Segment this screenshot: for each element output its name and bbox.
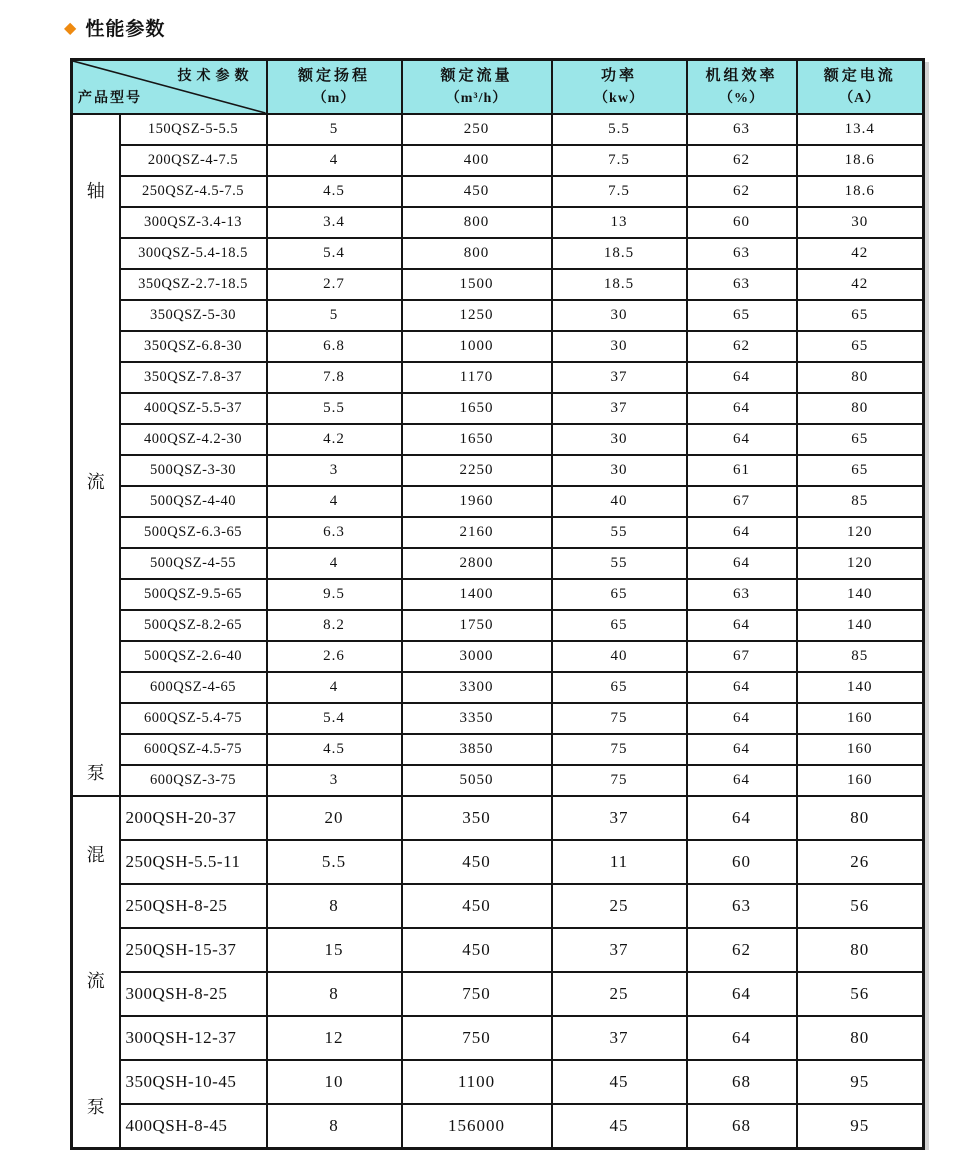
current-cell: 13.4: [797, 114, 924, 145]
efficiency-cell: 62: [687, 145, 797, 176]
head-cell: 5.4: [267, 703, 402, 734]
table-row: [72, 1016, 924, 1060]
efficiency-cell: 65: [687, 300, 797, 331]
efficiency-cell: 64: [687, 548, 797, 579]
section-title: [64, 14, 165, 41]
power-cell: 40: [552, 641, 687, 672]
efficiency-cell: 68: [687, 1060, 797, 1104]
current-cell: 120: [797, 517, 924, 548]
group-char: 泵: [86, 1097, 105, 1117]
group-label-qsh: [72, 796, 120, 1149]
power-cell: 25: [552, 884, 687, 928]
current-cell: 56: [797, 884, 924, 928]
current-cell: 85: [797, 486, 924, 517]
table-row: [72, 734, 924, 765]
table-row: [72, 145, 924, 176]
power-cell: 37: [552, 1016, 687, 1060]
head-cell: 8: [267, 972, 402, 1016]
flow-cell: 3350: [402, 703, 552, 734]
table-row: [72, 884, 924, 928]
head-cell: 8.2: [267, 610, 402, 641]
efficiency-cell: 63: [687, 238, 797, 269]
table-row: [72, 393, 924, 424]
current-cell: 18.6: [797, 176, 924, 207]
flow-cell: 1170: [402, 362, 552, 393]
group-char: 混: [86, 845, 105, 865]
group-char: 流: [86, 472, 105, 492]
head-cell: 5: [267, 114, 402, 145]
head-cell: 2.6: [267, 641, 402, 672]
model-cell: 250QSH-5.5-11: [120, 840, 267, 884]
current-cell: 95: [797, 1060, 924, 1104]
table-row: [72, 579, 924, 610]
table-row: [72, 610, 924, 641]
model-cell: 250QSZ-4.5-7.5: [120, 176, 267, 207]
diamond-icon: ◆: [64, 19, 77, 37]
table-row: [72, 840, 924, 884]
head-cell: 6.3: [267, 517, 402, 548]
power-cell: 25: [552, 972, 687, 1016]
model-cell: 300QSZ-3.4-13: [120, 207, 267, 238]
table-row: [72, 362, 924, 393]
efficiency-cell: 62: [687, 331, 797, 362]
col-header-unit-efficiency: [687, 60, 797, 115]
table-row: [72, 796, 924, 840]
power-cell: 5.5: [552, 114, 687, 145]
head-cell: 4.5: [267, 734, 402, 765]
flow-cell: 1650: [402, 424, 552, 455]
table-row: [72, 765, 924, 796]
flow-cell: 1250: [402, 300, 552, 331]
power-cell: 40: [552, 486, 687, 517]
head-cell: 7.8: [267, 362, 402, 393]
col-header-label: 功率: [600, 68, 637, 85]
model-cell: 300QSH-12-37: [120, 1016, 267, 1060]
current-cell: 160: [797, 765, 924, 796]
model-cell: 500QSZ-3-30: [120, 455, 267, 486]
efficiency-cell: 60: [687, 207, 797, 238]
model-cell: 500QSZ-4-55: [120, 548, 267, 579]
current-cell: 80: [797, 928, 924, 972]
model-cell: 350QSZ-7.8-37: [120, 362, 267, 393]
model-cell: 200QSH-20-37: [120, 796, 267, 840]
head-cell: 3.4: [267, 207, 402, 238]
power-cell: 7.5: [552, 145, 687, 176]
col-header-unit: （A）: [839, 90, 881, 106]
efficiency-cell: 67: [687, 641, 797, 672]
power-cell: 75: [552, 734, 687, 765]
flow-cell: 1400: [402, 579, 552, 610]
table-row: [72, 703, 924, 734]
efficiency-cell: 64: [687, 610, 797, 641]
table-row: [72, 300, 924, 331]
head-cell: 3: [267, 455, 402, 486]
group-label-qsz: [72, 114, 120, 796]
flow-cell: 450: [402, 840, 552, 884]
flow-cell: 5050: [402, 765, 552, 796]
power-cell: 30: [552, 300, 687, 331]
current-cell: 140: [797, 579, 924, 610]
model-cell: 600QSZ-3-75: [120, 765, 267, 796]
model-cell: 500QSZ-8.2-65: [120, 610, 267, 641]
current-cell: 65: [797, 300, 924, 331]
corner-label-product-model: 产品型号: [78, 91, 142, 106]
model-cell: 400QSZ-5.5-37: [120, 393, 267, 424]
head-cell: 5.4: [267, 238, 402, 269]
model-cell: 400QSH-8-45: [120, 1104, 267, 1149]
current-cell: 30: [797, 207, 924, 238]
table-row: [72, 455, 924, 486]
flow-cell: 800: [402, 207, 552, 238]
flow-cell: 2160: [402, 517, 552, 548]
model-cell: 200QSZ-4-7.5: [120, 145, 267, 176]
model-cell: 500QSZ-6.3-65: [120, 517, 267, 548]
current-cell: 42: [797, 269, 924, 300]
flow-cell: 3850: [402, 734, 552, 765]
table-row: [72, 176, 924, 207]
head-cell: 4.2: [267, 424, 402, 455]
power-cell: 65: [552, 610, 687, 641]
head-cell: 4: [267, 672, 402, 703]
model-cell: 600QSZ-4-65: [120, 672, 267, 703]
head-cell: 8: [267, 1104, 402, 1149]
col-header-label: 额定流量: [440, 68, 513, 85]
current-cell: 18.6: [797, 145, 924, 176]
flow-cell: 1000: [402, 331, 552, 362]
efficiency-cell: 68: [687, 1104, 797, 1149]
head-cell: 15: [267, 928, 402, 972]
efficiency-cell: 64: [687, 672, 797, 703]
efficiency-cell: 64: [687, 765, 797, 796]
current-cell: 56: [797, 972, 924, 1016]
flow-cell: 350: [402, 796, 552, 840]
model-cell: 350QSZ-6.8-30: [120, 331, 267, 362]
model-cell: 350QSZ-2.7-18.5: [120, 269, 267, 300]
current-cell: 65: [797, 455, 924, 486]
efficiency-cell: 64: [687, 1016, 797, 1060]
power-cell: 37: [552, 362, 687, 393]
current-cell: 160: [797, 703, 924, 734]
flow-cell: 156000: [402, 1104, 552, 1149]
flow-cell: 3300: [402, 672, 552, 703]
head-cell: 5: [267, 300, 402, 331]
efficiency-cell: 64: [687, 972, 797, 1016]
current-cell: 120: [797, 548, 924, 579]
efficiency-cell: 64: [687, 517, 797, 548]
head-cell: 6.8: [267, 331, 402, 362]
flow-cell: 750: [402, 1016, 552, 1060]
flow-cell: 750: [402, 972, 552, 1016]
header-row: [72, 60, 924, 115]
performance-spec-table: [70, 58, 925, 1150]
model-cell: 500QSZ-4-40: [120, 486, 267, 517]
model-cell: 150QSZ-5-5.5: [120, 114, 267, 145]
table-row: [72, 424, 924, 455]
efficiency-cell: 61: [687, 455, 797, 486]
flow-cell: 450: [402, 928, 552, 972]
model-cell: 400QSZ-4.2-30: [120, 424, 267, 455]
col-header-rated-current: [797, 60, 924, 115]
model-cell: 300QSH-8-25: [120, 972, 267, 1016]
current-cell: 65: [797, 331, 924, 362]
col-header-unit: （%）: [719, 90, 764, 106]
model-cell: 250QSH-15-37: [120, 928, 267, 972]
current-cell: 80: [797, 362, 924, 393]
col-header-unit: （m）: [312, 90, 356, 106]
group-char: 泵: [86, 763, 105, 783]
flow-cell: 2800: [402, 548, 552, 579]
model-cell: 600QSZ-4.5-75: [120, 734, 267, 765]
col-header-label: 额定扬程: [297, 68, 370, 85]
efficiency-cell: 64: [687, 734, 797, 765]
power-cell: 37: [552, 393, 687, 424]
head-cell: 9.5: [267, 579, 402, 610]
power-cell: 13: [552, 207, 687, 238]
power-cell: 45: [552, 1060, 687, 1104]
head-cell: 2.7: [267, 269, 402, 300]
flow-cell: 450: [402, 176, 552, 207]
table-row: [72, 548, 924, 579]
col-header-unit: （kw）: [594, 90, 644, 106]
current-cell: 80: [797, 393, 924, 424]
efficiency-cell: 62: [687, 928, 797, 972]
table-row: [72, 331, 924, 362]
head-cell: 20: [267, 796, 402, 840]
flow-cell: 250: [402, 114, 552, 145]
power-cell: 75: [552, 703, 687, 734]
efficiency-cell: 63: [687, 884, 797, 928]
power-cell: 18.5: [552, 238, 687, 269]
flow-cell: 400: [402, 145, 552, 176]
current-cell: 65: [797, 424, 924, 455]
table-row: [72, 972, 924, 1016]
col-header-label: 额定电流: [823, 68, 896, 85]
head-cell: 4: [267, 486, 402, 517]
efficiency-cell: 67: [687, 486, 797, 517]
head-cell: 12: [267, 1016, 402, 1060]
page-title: 性能参数: [85, 19, 166, 40]
table-row: [72, 207, 924, 238]
table-row: [72, 517, 924, 548]
flow-cell: 3000: [402, 641, 552, 672]
efficiency-cell: 62: [687, 176, 797, 207]
power-cell: 18.5: [552, 269, 687, 300]
table-row: [72, 238, 924, 269]
group-char: 轴: [86, 181, 105, 201]
efficiency-cell: 63: [687, 114, 797, 145]
power-cell: 65: [552, 672, 687, 703]
table-row: [72, 1060, 924, 1104]
flow-cell: 2250: [402, 455, 552, 486]
col-header-power: [552, 60, 687, 115]
head-cell: 5.5: [267, 393, 402, 424]
col-header-rated-head: [267, 60, 402, 115]
head-cell: 5.5: [267, 840, 402, 884]
table-row: [72, 1104, 924, 1149]
current-cell: 26: [797, 840, 924, 884]
flow-cell: 1650: [402, 393, 552, 424]
power-cell: 30: [552, 455, 687, 486]
power-cell: 75: [552, 765, 687, 796]
corner-label-tech-params: 技术参数: [177, 69, 254, 84]
current-cell: 80: [797, 796, 924, 840]
power-cell: 65: [552, 579, 687, 610]
table-row: [72, 269, 924, 300]
power-cell: 55: [552, 517, 687, 548]
model-cell: 300QSZ-5.4-18.5: [120, 238, 267, 269]
model-cell: 500QSZ-9.5-65: [120, 579, 267, 610]
efficiency-cell: 64: [687, 362, 797, 393]
efficiency-cell: 64: [687, 796, 797, 840]
efficiency-cell: 63: [687, 579, 797, 610]
flow-cell: 1100: [402, 1060, 552, 1104]
table-row: [72, 928, 924, 972]
head-cell: 8: [267, 884, 402, 928]
model-cell: 250QSH-8-25: [120, 884, 267, 928]
head-cell: 4: [267, 548, 402, 579]
flow-cell: 1960: [402, 486, 552, 517]
flow-cell: 800: [402, 238, 552, 269]
head-cell: 10: [267, 1060, 402, 1104]
power-cell: 37: [552, 928, 687, 972]
col-header-rated-flow: [402, 60, 552, 115]
table-row: [72, 114, 924, 145]
current-cell: 160: [797, 734, 924, 765]
current-cell: 140: [797, 610, 924, 641]
power-cell: 45: [552, 1104, 687, 1149]
power-cell: 55: [552, 548, 687, 579]
flow-cell: 450: [402, 884, 552, 928]
current-cell: 85: [797, 641, 924, 672]
flow-cell: 1500: [402, 269, 552, 300]
flow-cell: 1750: [402, 610, 552, 641]
current-cell: 80: [797, 1016, 924, 1060]
model-cell: 350QSH-10-45: [120, 1060, 267, 1104]
power-cell: 30: [552, 424, 687, 455]
model-cell: 500QSZ-2.6-40: [120, 641, 267, 672]
corner-header-cell: [72, 60, 267, 115]
power-cell: 11: [552, 840, 687, 884]
table-row: [72, 486, 924, 517]
head-cell: 4.5: [267, 176, 402, 207]
head-cell: 4: [267, 145, 402, 176]
model-cell: 350QSZ-5-30: [120, 300, 267, 331]
head-cell: 3: [267, 765, 402, 796]
col-header-label: 机组效率: [705, 68, 778, 85]
power-cell: 37: [552, 796, 687, 840]
col-header-unit: （m³/h）: [445, 90, 508, 106]
efficiency-cell: 63: [687, 269, 797, 300]
efficiency-cell: 60: [687, 840, 797, 884]
efficiency-cell: 64: [687, 703, 797, 734]
efficiency-cell: 64: [687, 393, 797, 424]
current-cell: 140: [797, 672, 924, 703]
table-row: [72, 641, 924, 672]
group-char: 流: [86, 971, 105, 991]
table-body: [72, 114, 924, 1149]
model-cell: 600QSZ-5.4-75: [120, 703, 267, 734]
efficiency-cell: 64: [687, 424, 797, 455]
table-row: [72, 672, 924, 703]
current-cell: 95: [797, 1104, 924, 1149]
power-cell: 30: [552, 331, 687, 362]
current-cell: 42: [797, 238, 924, 269]
power-cell: 7.5: [552, 176, 687, 207]
